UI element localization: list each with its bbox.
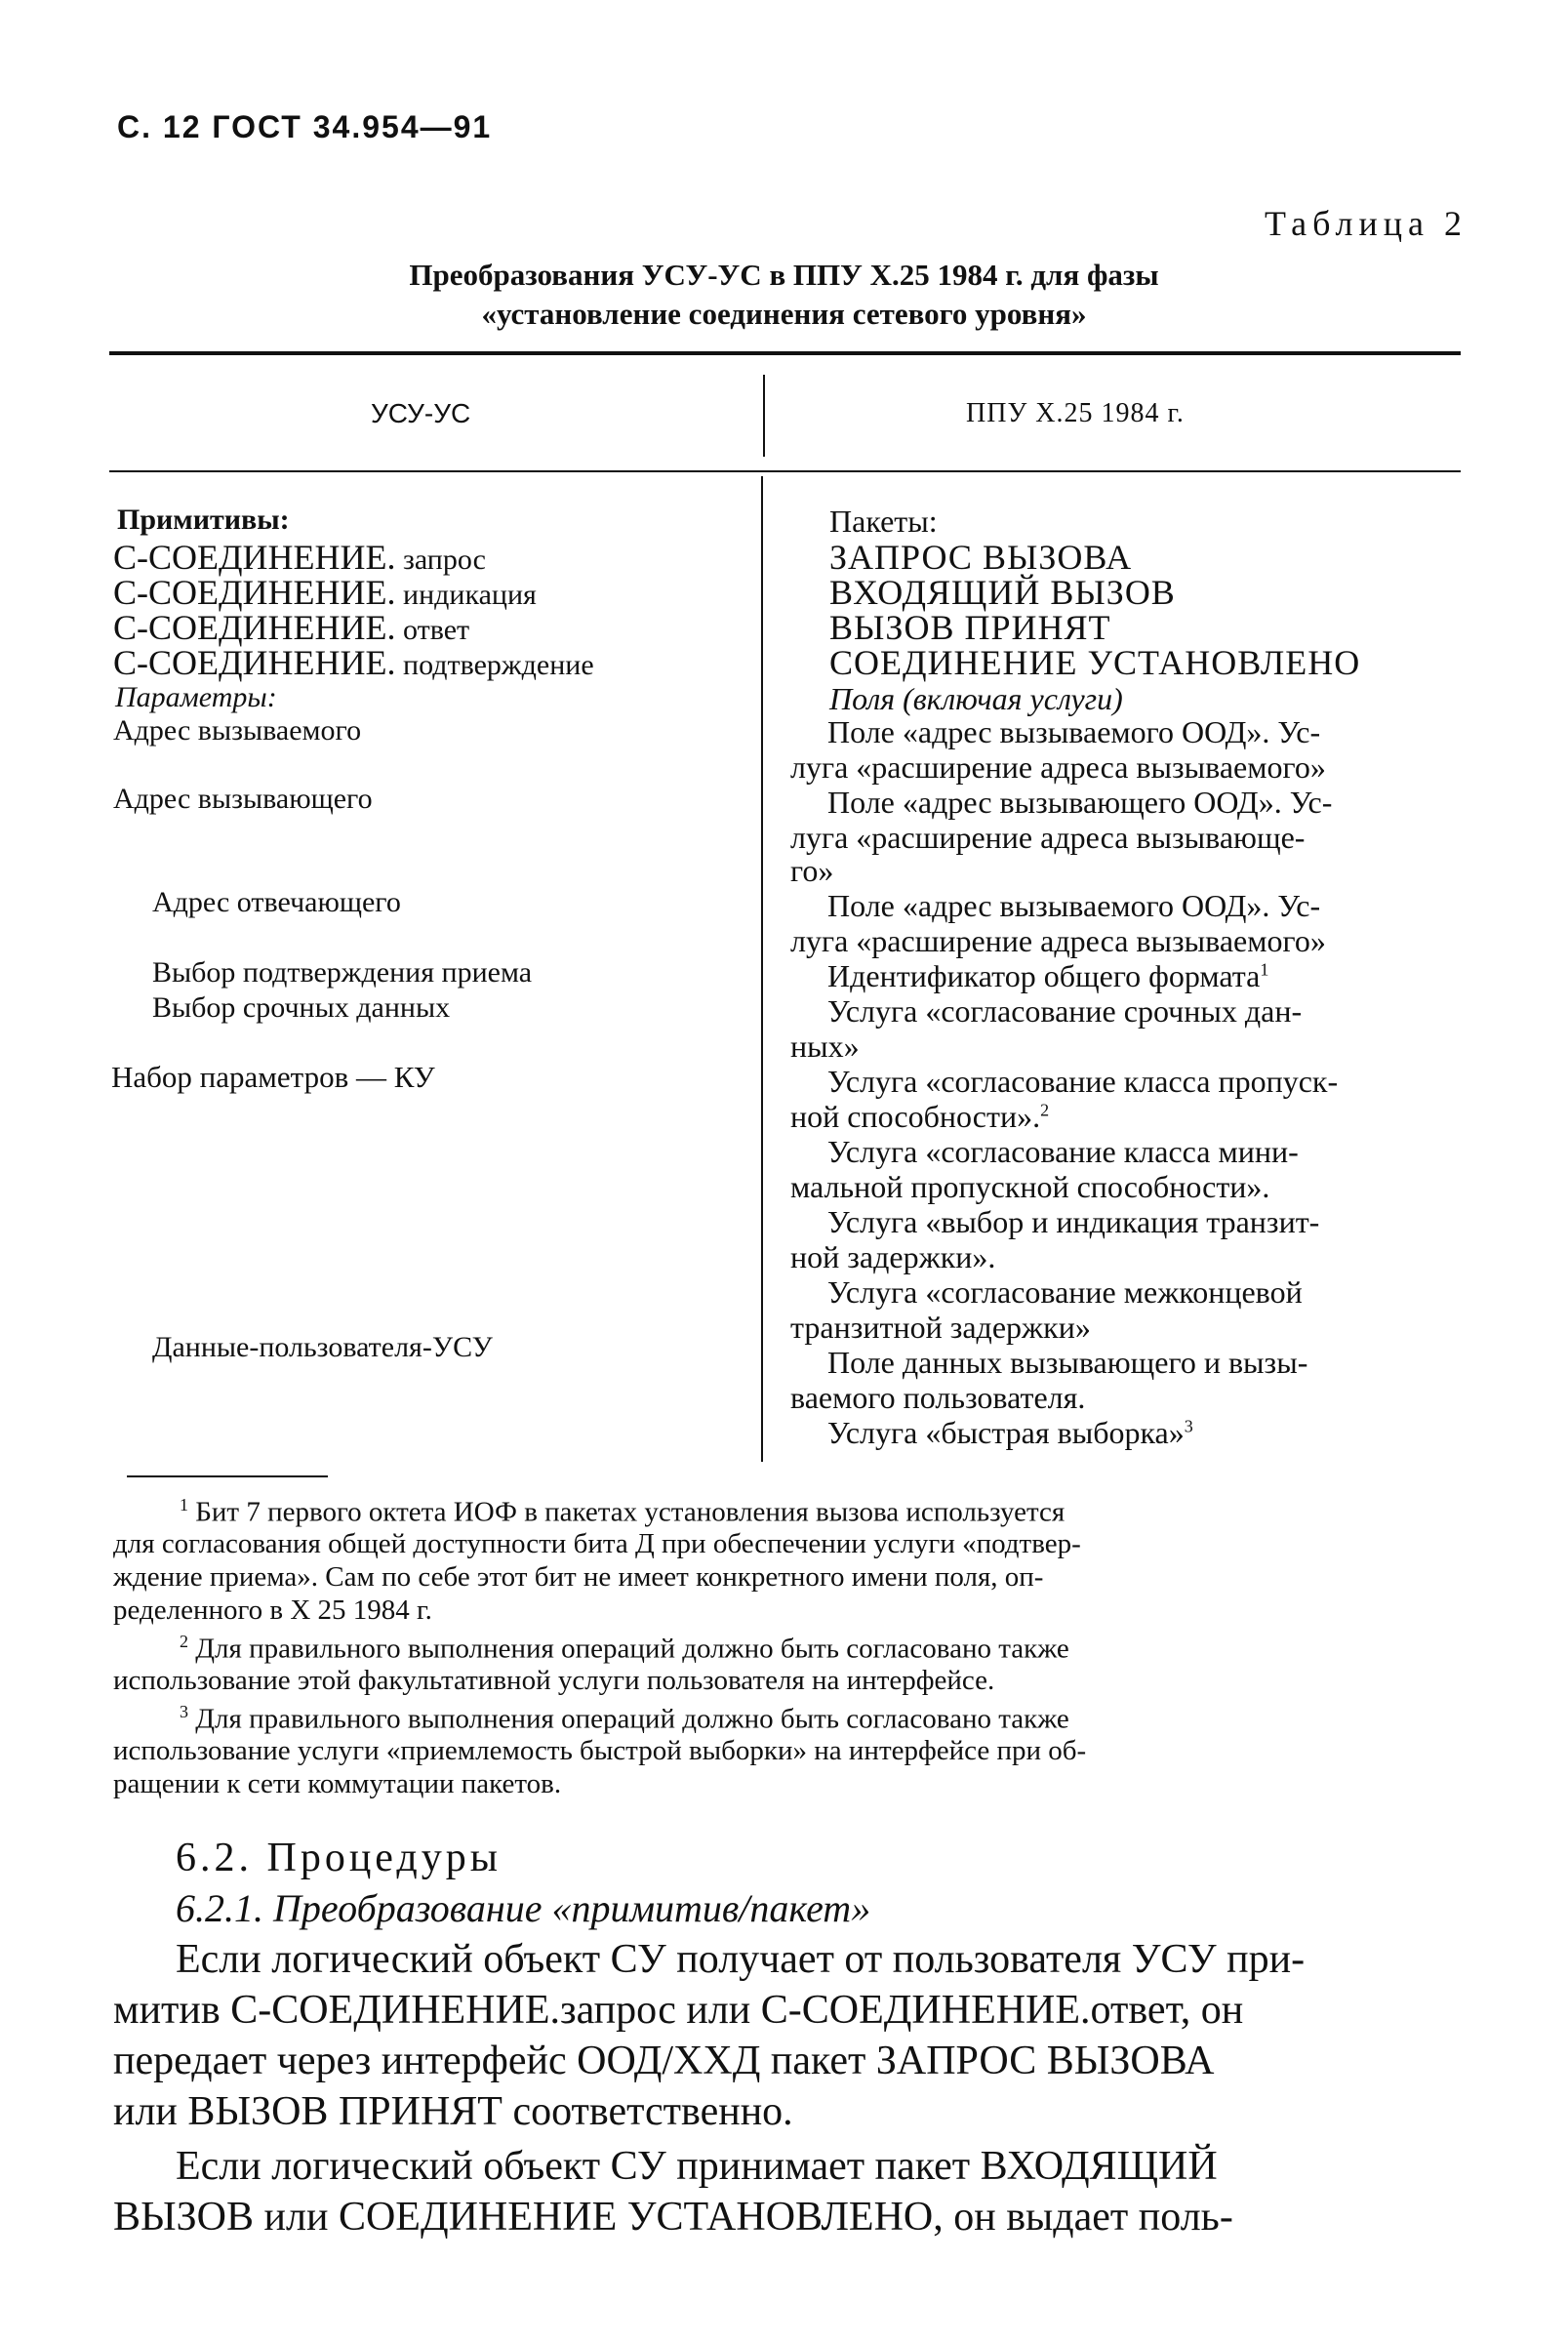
primitive-name: С-СОЕДИНЕНИЕ. — [113, 643, 396, 682]
throughput-negotiation-line-1: Услуга «согласование класса пропуск- — [827, 1064, 1339, 1099]
section-heading: 6.2. Процедуры — [176, 1836, 502, 1880]
paragraph-2-line-1: Если логический объект СУ принимает пакет ВХОДЯЩИЙ — [176, 2144, 1218, 2189]
footnote-line: использование этой факультативной услуги пользователя на интерфейсе. — [113, 1665, 995, 1696]
fast-select-service — [827, 1415, 1193, 1451]
table-column-divider — [761, 476, 763, 1462]
gfi-text: Идентификатор общего формата — [827, 958, 1261, 993]
primitive-type: ответ — [395, 614, 470, 646]
transit-delay-selection-line-1: Услуга «выбор и индикация транзит- — [827, 1204, 1320, 1239]
min-throughput-negotiation-line-1: Услуга «согласование класса мини- — [827, 1134, 1299, 1169]
end-to-end-delay-negotiation-line-2: транзитной задержки» — [790, 1310, 1091, 1345]
packet-call-accepted: ВЫЗОВ ПРИНЯТ — [829, 608, 1111, 647]
user-data-field-line-1: Поле данных вызывающего и вызы- — [827, 1345, 1308, 1380]
receipt-confirmation-selection: Выбор подтверждения приема — [152, 956, 533, 989]
footnote-ref-1: 1 — [1260, 959, 1269, 980]
primitive-connect-confirm — [113, 642, 594, 683]
column-header-right: ППУ Х.25 1984 г. — [966, 398, 1185, 428]
footnote-2 — [180, 1632, 1069, 1666]
user-data-field-line-2: ваемого пользователя. — [790, 1380, 1086, 1415]
field-calling-address-line-2: луга «расширение адреса вызывающе- — [790, 820, 1306, 855]
footnote-mark: 2 — [180, 1632, 188, 1651]
footnote-line: Бит 7 первого октета ИОФ в пакетах установления вызова используется — [195, 1496, 1065, 1528]
column-header-left: УСУ-УС — [371, 398, 471, 428]
footnote-line: Для правильного выполнения операций должно быть согласовано также — [195, 1703, 1069, 1735]
primitive-type: индикация — [395, 579, 537, 611]
end-to-end-delay-negotiation-line-1: Услуга «согласование межконцевой — [827, 1274, 1303, 1310]
transit-delay-selection-line-2: ной задержки». — [790, 1239, 996, 1274]
footnote-line: ждение приема». Сам по себе этот бит не имеет конкретного имени поля, оп- — [113, 1561, 1044, 1593]
general-format-identifier — [827, 958, 1268, 994]
field-calling-address-line-1: Поле «адрес вызывающего ООД». Ус- — [827, 785, 1333, 820]
min-throughput-negotiation-line-2: мальной пропускной способности». — [790, 1169, 1270, 1204]
user-data: Данные-пользователя-УСУ — [152, 1331, 493, 1363]
field-responding-address-line-1: Поле «адрес вызываемого ООД». Ус- — [827, 888, 1321, 923]
called-address: Адрес вызываемого — [113, 714, 362, 747]
footnote-line: ращении к сети коммутации пакетов. — [113, 1768, 562, 1799]
primitive-type: подтверждение — [395, 649, 594, 681]
footnote-1 — [180, 1495, 1065, 1529]
packets-label: Пакеты: — [829, 504, 938, 539]
parameters-label: Параметры: — [115, 681, 277, 713]
paragraph-1-line-2: митив С-СОЕДИНЕНИЕ.запрос или С-СОЕДИНЕНИЕ.ответ, он — [113, 1988, 1244, 2033]
footnote-ref-2: 2 — [1040, 1100, 1050, 1120]
table-caption-line-1: Преобразования УСУ-УС в ППУ Х.25 1984 г. для фазы — [409, 258, 1159, 292]
packet-incoming-call: ВХОДЯЩИЙ ВЫЗОВ — [829, 573, 1176, 612]
primitive-type: запрос — [395, 544, 486, 576]
footnote-line: использование услуги «приемлемость быстрой выборки» на интерфейсе при об- — [113, 1735, 1087, 1766]
primitives-label: Примитивы: — [117, 504, 290, 536]
field-responding-address-line-2: луга «расширение адреса вызываемого» — [790, 923, 1326, 958]
field-calling-address-line-3: го» — [790, 853, 834, 888]
field-called-address-line-1: Поле «адрес вызываемого ООД». Ус- — [827, 714, 1321, 749]
running-head: С. 12 ГОСТ 34.954—91 — [117, 109, 493, 144]
table-caption-line-2: «установление соединения сетевого уровня» — [481, 297, 1087, 331]
subsection-heading: 6.2.1. Преобразование «примитив/пакет» — [176, 1886, 871, 1930]
fast-select-text: Услуга «быстрая выборка» — [827, 1415, 1185, 1450]
paragraph-1-line-1: Если логический объект СУ получает от пользователя УСУ при- — [176, 1937, 1306, 1982]
expedited-data-negotiation-line-2: ных» — [790, 1029, 860, 1064]
field-called-address-line-2: луга «расширение адреса вызываемого» — [790, 749, 1326, 785]
footnote-separator — [127, 1475, 328, 1477]
packet-call-connected: СОЕДИНЕНИЕ УСТАНОВЛЕНО — [829, 643, 1361, 682]
footnote-mark: 1 — [180, 1495, 188, 1514]
paragraph-2-line-2: ВЫЗОВ или СОЕДИНЕНИЕ УСТАНОВЛЕНО, он выдает поль- — [113, 2195, 1233, 2240]
throughput-text: ной способности». — [790, 1099, 1041, 1134]
primitive-name: С-СОЕДИНЕНИЕ. — [113, 573, 396, 612]
responding-address: Адрес отвечающего — [152, 886, 401, 918]
primitive-name: С-СОЕДИНЕНИЕ. — [113, 608, 396, 647]
table-top-rule — [109, 351, 1461, 355]
expedited-data-selection: Выбор срочных данных — [152, 991, 451, 1024]
packet-call-request: ЗАПРОС ВЫЗОВА — [829, 538, 1133, 577]
table-header-rule — [109, 470, 1461, 472]
table-label: Таблица 2 — [1265, 204, 1467, 243]
calling-address: Адрес вызывающего — [113, 783, 373, 815]
footnote-ref-3: 3 — [1184, 1416, 1193, 1436]
footnote-line: Для правильного выполнения операций должно быть согласовано также — [195, 1633, 1069, 1665]
paragraph-1-line-3: передает через интерфейс ООД/ХХД пакет ЗАПРОС ВЫЗОВА — [113, 2039, 1215, 2083]
fields-label: Поля (включая услуги) — [829, 681, 1123, 716]
throughput-negotiation-line-2 — [790, 1099, 1049, 1135]
footnote-3 — [180, 1702, 1069, 1736]
footnote-line: для согласования общей доступности бита Д при обеспечении услуги «подтвер- — [113, 1528, 1081, 1559]
paragraph-1-line-4: или ВЫЗОВ ПРИНЯТ соответственно. — [113, 2089, 793, 2134]
qos-parameter-set: Набор параметров — КУ — [111, 1060, 435, 1094]
footnote-line: ределенного в Х 25 1984 г. — [113, 1595, 432, 1626]
table-header-divider — [763, 375, 765, 457]
expedited-data-negotiation-line-1: Услуга «согласование срочных дан- — [827, 993, 1303, 1029]
footnote-mark: 3 — [180, 1702, 188, 1721]
primitive-name: С-СОЕДИНЕНИЕ. — [113, 538, 396, 577]
